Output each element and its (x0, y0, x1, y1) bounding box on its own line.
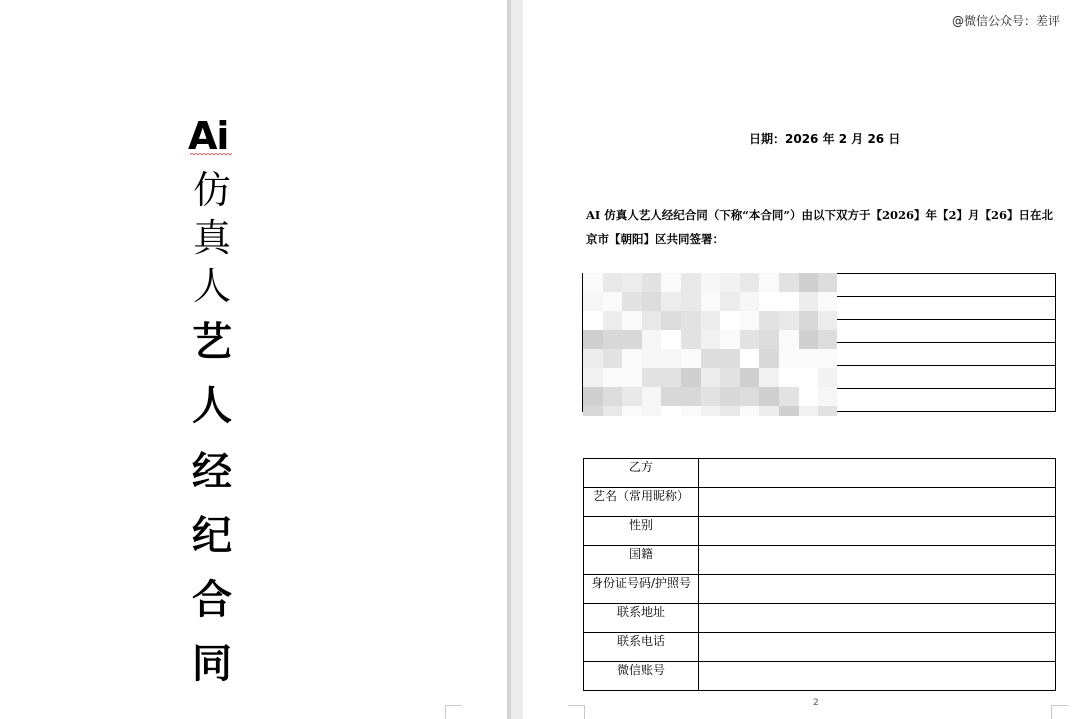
table-row (584, 488, 1056, 517)
mosaic-tile (740, 311, 760, 330)
cover-title-char: 人 (192, 383, 232, 429)
mosaic-tile (642, 273, 662, 292)
mosaic-tile (583, 349, 603, 368)
page-gap (511, 0, 523, 719)
page-corner-mark (445, 705, 462, 719)
mosaic-tile (779, 273, 799, 292)
mosaic-tile (642, 311, 662, 330)
mosaic-tile (701, 406, 721, 416)
mosaic-tile (642, 330, 662, 349)
mosaic-tile (720, 311, 740, 330)
mosaic-tile (779, 292, 799, 311)
mosaic-tile (622, 311, 642, 330)
party-b-label: 身份证号码/护照号 (584, 575, 699, 604)
table-row (584, 459, 1056, 488)
party-b-value-cell[interactable] (699, 459, 1056, 488)
mosaic-tile (583, 387, 603, 406)
spellcheck-squiggle (190, 153, 232, 157)
mosaic-tile (622, 292, 642, 311)
mosaic-tile (583, 292, 603, 311)
mosaic-tile (799, 406, 819, 416)
party-a-value-cell[interactable] (837, 389, 1056, 412)
mosaic-tile (818, 406, 837, 416)
page-corner-mark (1051, 705, 1068, 719)
mosaic-tile (701, 311, 721, 330)
mosaic-tile (622, 387, 642, 406)
party-b-label: 微信账号 (584, 662, 699, 691)
mosaic-tile (583, 311, 603, 330)
party-a-value-cell[interactable] (837, 366, 1056, 389)
mosaic-tile (642, 292, 662, 311)
mosaic-tile (681, 406, 701, 416)
mosaic-tile (603, 311, 623, 330)
mosaic-tile (818, 387, 837, 406)
mosaic-tile (583, 368, 603, 387)
mosaic-tile (799, 349, 819, 368)
party-b-table (583, 458, 1056, 691)
party-b-label: 联系电话 (584, 633, 699, 662)
cover-title-char: 纪 (192, 513, 232, 559)
party-b-label: 国籍 (584, 546, 699, 575)
mosaic-tile (720, 387, 740, 406)
mosaic-tile (681, 349, 701, 368)
mosaic-tile (818, 311, 837, 330)
contract-page (523, 0, 1080, 719)
mosaic-tile (799, 273, 819, 292)
mosaic-tile (622, 349, 642, 368)
mosaic-tile (759, 387, 779, 406)
mosaic-tile (583, 406, 603, 416)
pixelated-redaction (583, 273, 837, 416)
mosaic-tile (779, 349, 799, 368)
mosaic-tile (720, 406, 740, 416)
mosaic-tile (701, 349, 721, 368)
mosaic-tile (661, 311, 681, 330)
party-a-value-cell[interactable] (837, 343, 1056, 366)
mosaic-tile (661, 330, 681, 349)
table-row (584, 575, 1056, 604)
mosaic-tile (799, 368, 819, 387)
party-b-value-cell[interactable] (699, 546, 1056, 575)
mosaic-tile (681, 330, 701, 349)
mosaic-tile (681, 368, 701, 387)
cover-title-char: 艺 (192, 319, 232, 365)
date-line: 日期：2026 年 2 月 26 日 (749, 132, 901, 146)
mosaic-tile (759, 311, 779, 330)
party-b-label: 艺名（常用昵称） (584, 488, 699, 517)
mosaic-tile (603, 330, 623, 349)
mosaic-tile (740, 273, 760, 292)
mosaic-tile (603, 368, 623, 387)
party-b-value-cell[interactable] (699, 633, 1056, 662)
table-row (584, 546, 1056, 575)
mosaic-tile (622, 368, 642, 387)
mosaic-tile (720, 330, 740, 349)
mosaic-tile (799, 292, 819, 311)
page-corner-mark (568, 705, 585, 719)
mosaic-tile (661, 387, 681, 406)
mosaic-tile (622, 330, 642, 349)
mosaic-tile (642, 387, 662, 406)
mosaic-tile (740, 349, 760, 368)
party-a-value-cell[interactable] (837, 297, 1056, 320)
party-a-value-cell[interactable] (837, 320, 1056, 343)
mosaic-tile (818, 292, 837, 311)
mosaic-tile (799, 330, 819, 349)
mosaic-tile (603, 349, 623, 368)
mosaic-tile (622, 406, 642, 416)
cover-title-char: 仿 (192, 168, 231, 212)
party-b-value-cell[interactable] (699, 517, 1056, 546)
mosaic-tile (681, 311, 701, 330)
mosaic-tile (681, 387, 701, 406)
mosaic-tile (661, 349, 681, 368)
mosaic-tile (642, 368, 662, 387)
mosaic-tile (818, 349, 837, 368)
cover-title-char: 经 (192, 449, 232, 495)
mosaic-tile (583, 273, 603, 292)
mosaic-tile (740, 406, 760, 416)
party-b-label: 性别 (584, 517, 699, 546)
cover-title-char: 同 (192, 641, 232, 687)
mosaic-tile (799, 387, 819, 406)
mosaic-tile (661, 406, 681, 416)
mosaic-tile (779, 368, 799, 387)
mosaic-tile (701, 368, 721, 387)
mosaic-tile (701, 273, 721, 292)
mosaic-tile (642, 349, 662, 368)
mosaic-tile (681, 273, 701, 292)
mosaic-tile (603, 387, 623, 406)
cover-title-char: 合 (192, 577, 232, 623)
table-row (584, 604, 1056, 633)
party-b-value-cell[interactable] (699, 662, 1056, 691)
cover-page (0, 0, 507, 719)
intro-line: 京市【朝阳】区共同签署： (586, 232, 724, 246)
table-row (584, 517, 1056, 546)
mosaic-tile (720, 368, 740, 387)
mosaic-tile (818, 330, 837, 349)
mosaic-tile (779, 406, 799, 416)
cover-title-ai: Ai (188, 114, 229, 158)
party-b-label: 乙方 (584, 459, 699, 488)
mosaic-tile (603, 292, 623, 311)
mosaic-tile (759, 406, 779, 416)
page-number: 2 (813, 698, 819, 708)
mosaic-tile (583, 330, 603, 349)
mosaic-tile (740, 292, 760, 311)
mosaic-tile (759, 292, 779, 311)
party-b-label: 联系地址 (584, 604, 699, 633)
cover-title-char: 真 (192, 216, 231, 260)
mosaic-tile (779, 330, 799, 349)
mosaic-tile (818, 273, 837, 292)
mosaic-tile (701, 330, 721, 349)
watermark-text: @微信公众号：差评 (951, 14, 1060, 28)
mosaic-tile (661, 368, 681, 387)
cover-title-char: 人 (192, 264, 231, 308)
mosaic-tile (622, 273, 642, 292)
mosaic-tile (720, 273, 740, 292)
mosaic-tile (701, 292, 721, 311)
party-b-value-cell[interactable] (699, 604, 1056, 633)
mosaic-tile (759, 273, 779, 292)
mosaic-tile (759, 349, 779, 368)
mosaic-tile (701, 387, 721, 406)
mosaic-tile (740, 368, 760, 387)
mosaic-tile (603, 406, 623, 416)
mosaic-tile (759, 368, 779, 387)
intro-line: AI 仿真人艺人经纪合同（下称“本合同”）由以下双方于【2026】年【2】月【26】日在北 (586, 208, 1054, 222)
mosaic-tile (720, 349, 740, 368)
party-a-value-cell[interactable] (837, 274, 1056, 297)
mosaic-tile (759, 330, 779, 349)
contract-intro (586, 203, 1056, 251)
party-b-value-cell[interactable] (699, 488, 1056, 517)
mosaic-tile (661, 292, 681, 311)
mosaic-tile (603, 273, 623, 292)
table-row (584, 633, 1056, 662)
mosaic-tile (740, 387, 760, 406)
mosaic-tile (661, 273, 681, 292)
mosaic-tile (642, 406, 662, 416)
party-b-value-cell[interactable] (699, 575, 1056, 604)
mosaic-tile (818, 368, 837, 387)
mosaic-tile (740, 330, 760, 349)
mosaic-tile (720, 292, 740, 311)
mosaic-tile (779, 311, 799, 330)
mosaic-tile (681, 292, 701, 311)
mosaic-tile (799, 311, 819, 330)
table-row (584, 662, 1056, 691)
mosaic-tile (779, 387, 799, 406)
